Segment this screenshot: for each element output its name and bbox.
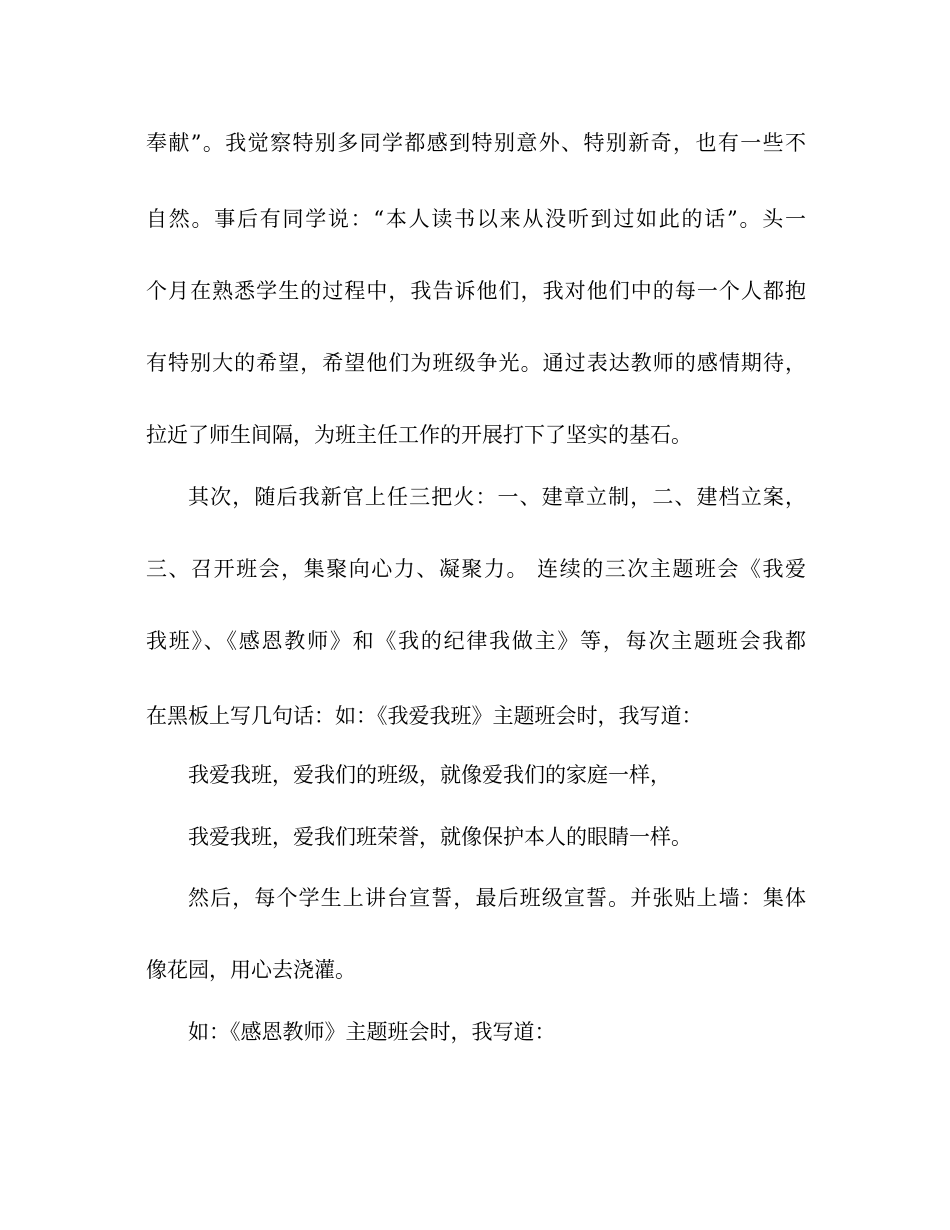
paragraph-line-8: 我班》、《感恩教师》和《我的纪律我做主》等，每次主题班会我都 bbox=[146, 629, 806, 653]
paragraph-line-9: 在黑板上写几句话：如：《我爱我班》主题班会时，我写道： bbox=[146, 704, 703, 728]
paragraph-line-6: 其次，随后我新官上任三把火：一、建章立制，二、建档立案， bbox=[188, 485, 806, 509]
paragraph-line-5: 拉近了师生间隔，为班主任工作的开展打下了坚实的基石。 bbox=[146, 423, 692, 447]
paragraph-line-7: 三、召开班会，集聚向心力、凝聚力。 连续的三次主题班会《我爱 bbox=[146, 557, 806, 581]
paragraph-line-12: 如：《感恩教师》主题班会时，我写道： bbox=[188, 1020, 556, 1044]
paragraph-line-1: 奉献”。我觉察特别多同学都感到特别意外、特别新奇，也有一些不 bbox=[146, 131, 806, 155]
paragraph-line-3: 个月在熟悉学生的过程中，我告诉他们，我对他们中的每一个人都抱 bbox=[146, 279, 806, 303]
quote-line-1: 我爱我班，爱我们的班级，就像爱我们的家庭一样， bbox=[188, 763, 671, 787]
paragraph-line-10: 然后，每个学生上讲台宣誓，最后班级宣誓。并张贴上墙：集体 bbox=[188, 886, 806, 910]
quote-line-2: 我爱我班，爱我们班荣誉，就像保护本人的眼睛一样。 bbox=[188, 825, 692, 849]
paragraph-line-2: 自然。事后有同学说：“本人读书以来从没听到过如此的话”。头一 bbox=[146, 207, 806, 231]
paragraph-line-11: 像花园，用心去浇灌。 bbox=[146, 958, 356, 982]
paragraph-line-4: 有特别大的希望，希望他们为班级争光。通过表达教师的感情期待， bbox=[146, 351, 806, 375]
